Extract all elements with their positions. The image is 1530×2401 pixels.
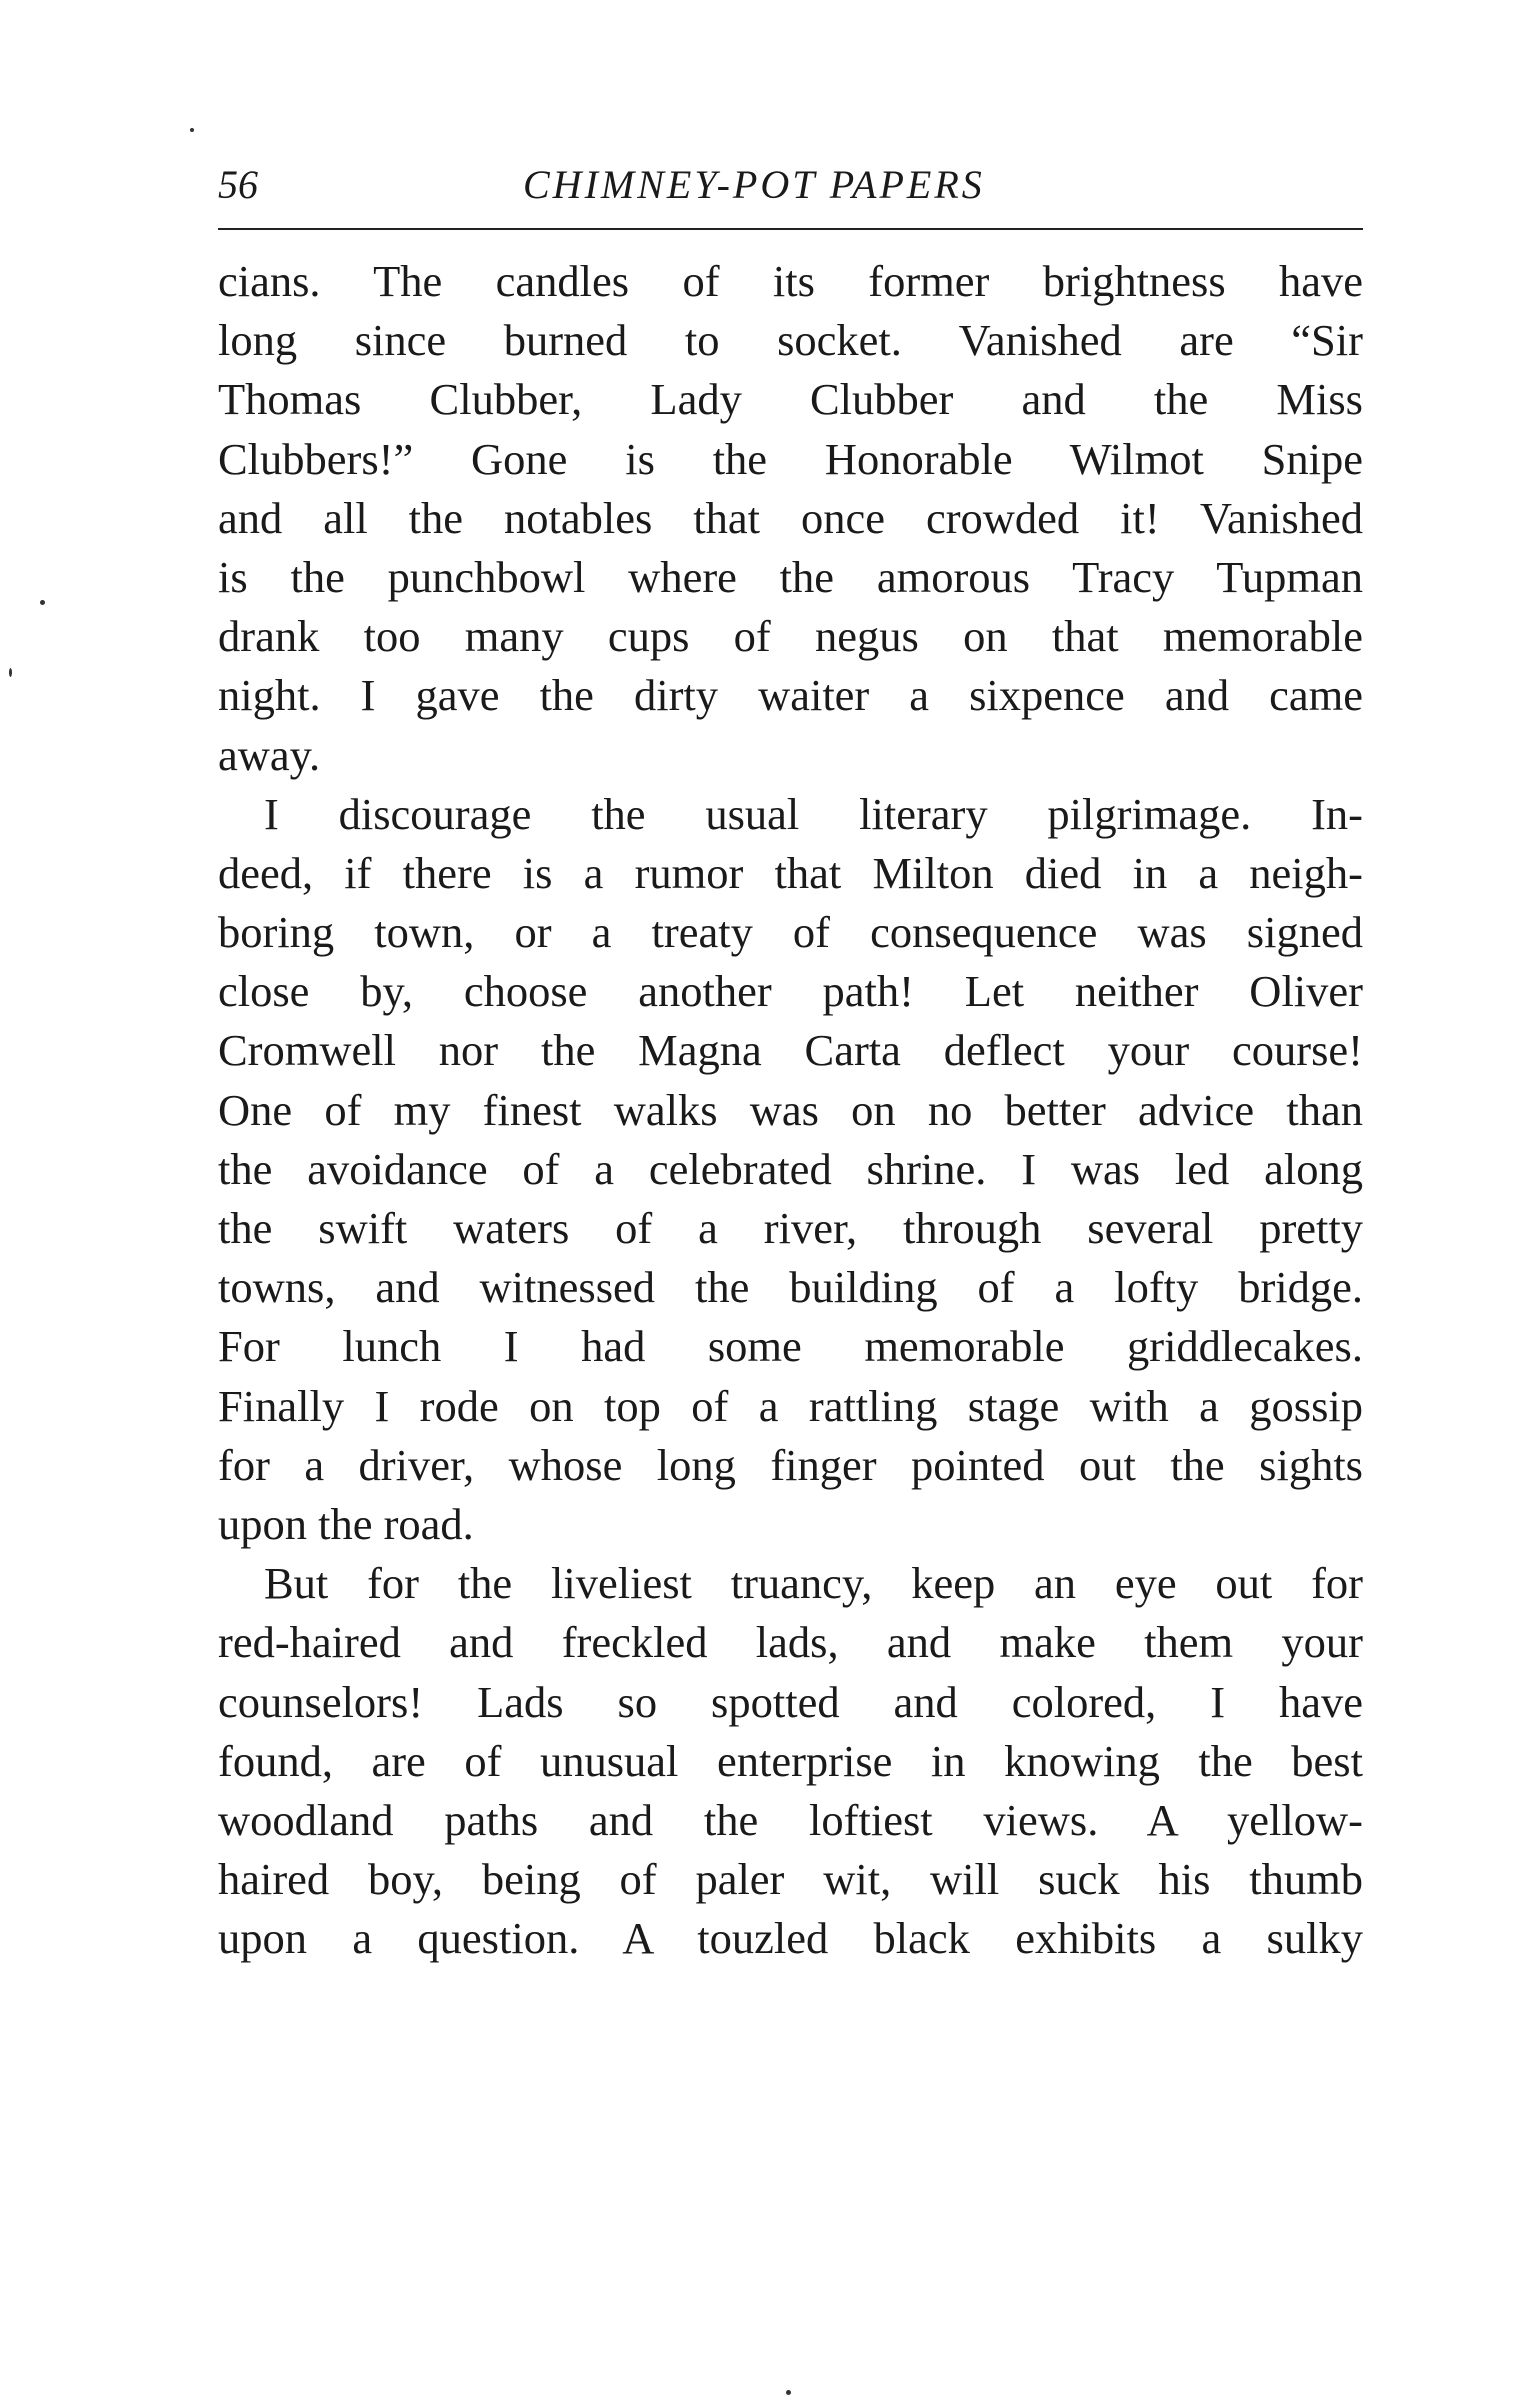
text-line: for a driver, whose long finger pointed out the sights (218, 1439, 1363, 1490)
text-line: counselors! Lads so spotted and colored, I have (218, 1676, 1363, 1727)
text-line: cians. The candles of its former brightness have (218, 256, 1363, 306)
text-line: found, are of unusual enterprise in knowing the best (218, 1735, 1363, 1786)
running-title: CHIMNEY-POT PAPERS (523, 162, 985, 207)
text-line: deed, if there is a rumor that Milton died in a neigh- (218, 847, 1363, 898)
text-line: the avoidance of a celebrated shrine. I was led along (218, 1143, 1363, 1194)
text-line: away. (218, 729, 321, 780)
running-head (218, 160, 1363, 220)
text-line: woodland paths and the loftiest views. A yellow- (218, 1794, 1363, 1845)
page-number: 56 (218, 162, 258, 207)
print-speck (190, 128, 194, 132)
text-line: drank too many cups of negus on that memorable (218, 611, 1363, 662)
text-line: Cromwell nor the Magna Carta deflect your course! (218, 1025, 1363, 1076)
text-line: red-haired and freckled lads, and make them your (218, 1617, 1363, 1668)
text-line: I discourage the usual literary pilgrimage. In- (264, 788, 1363, 839)
text-line: night. I gave the dirty waiter a sixpence and came (218, 670, 1363, 721)
text-line: upon the road. (218, 1498, 474, 1549)
text-line: Finally I rode on top of a rattling stage with a gossip (218, 1380, 1363, 1431)
text-line: Thomas Clubber, Lady Clubber and the Miss (218, 374, 1363, 425)
header-rule (218, 228, 1363, 230)
text-line: For lunch I had some memorable griddlecakes. (218, 1321, 1363, 1372)
print-speck (786, 2390, 791, 2395)
text-line: close by, choose another path! Let neither Oliver (218, 966, 1363, 1017)
text-line: Clubbers!” Gone is the Honorable Wilmot Snipe (218, 433, 1363, 484)
text-line: towns, and witnessed the building of a lofty bridge. (218, 1262, 1363, 1313)
text-line: long since burned to socket. Vanished are “Sir (218, 315, 1363, 366)
text-line: is the punchbowl where the amorous Tracy Tupman (218, 551, 1363, 602)
print-speck (9, 668, 12, 677)
body-text (218, 252, 1363, 1968)
text-line: the swift waters of a river, through several pretty (218, 1203, 1363, 1253)
text-line: haired boy, being of paler wit, will suck his thumb (218, 1854, 1363, 1905)
text-line: boring town, or a treaty of consequence was signed (218, 907, 1363, 958)
text-line: But for the liveliest truancy, keep an eye out for (264, 1558, 1363, 1609)
text-line: and all the notables that once crowded it! Vanished (218, 492, 1363, 543)
text-line: upon a question. A touzled black exhibits a sulky (218, 1913, 1363, 1964)
text-line: One of my finest walks was on no better advice than (218, 1084, 1363, 1135)
print-speck (40, 600, 45, 605)
